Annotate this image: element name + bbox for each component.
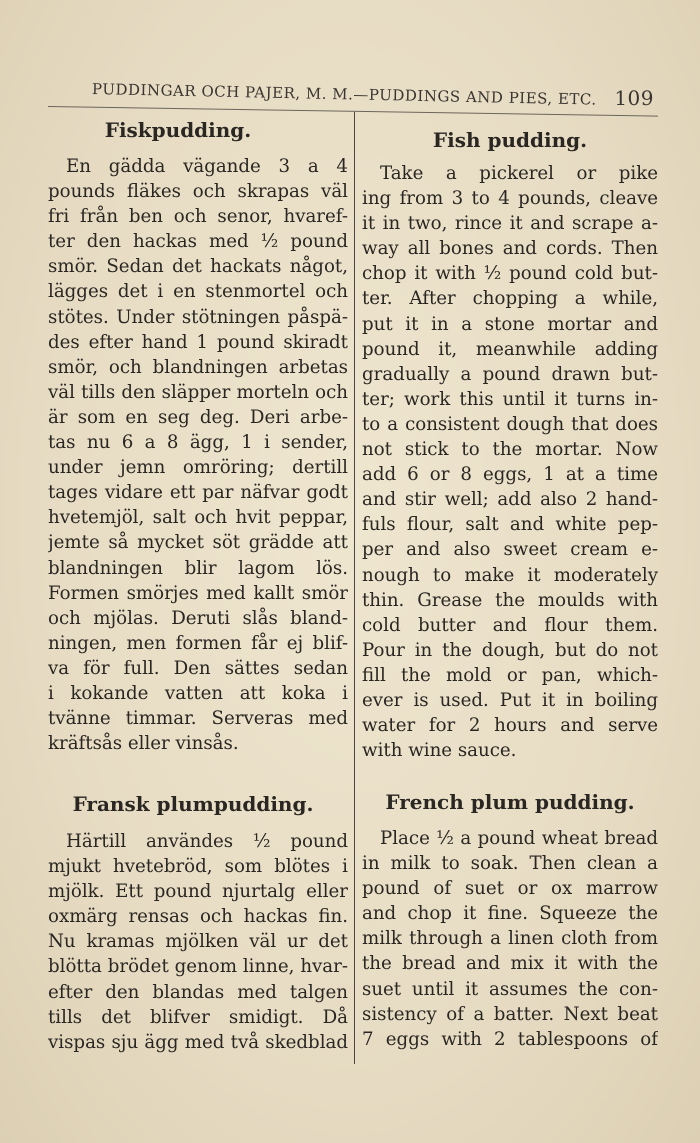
text-line: to a consistent dough that does [362,413,658,435]
text-line: tages vidare ett par näfvar godt [48,482,348,504]
text-line: oxmärg rensas och hackas fin. [48,906,348,928]
text-line: ter; work this until it turns in- [362,388,658,410]
text-line: water for 2 hours and serve [362,715,658,737]
text-line: En gädda vägande 3 a 4 [66,156,348,177]
text-line: thin. Grease the moulds with [362,589,658,611]
text-line: fill the mold or pan, which- [362,664,658,686]
text-line: jemte så mycket söt grädde att [48,532,348,554]
text-line: Härtill användes ½ pound [66,831,348,852]
text-line: add 6 or 8 eggs, 1 at a time [362,464,658,486]
text-line: des efter hand 1 pound skiradt [48,331,348,353]
text-line: not stick to the mortar. Now [362,439,658,461]
text-line: blötta brödet genom linne, hvar- [48,956,348,978]
text-line: cold butter and flour them. [362,614,658,636]
text-line: smör, och blandningen arbetas [48,356,348,378]
text-line: mjukt hvetebröd, som blötes i [48,856,348,878]
text-line: Place ½ a pound wheat bread [380,828,658,849]
text-line: kräftsås eller vinsås. [48,733,239,755]
text-line: put it in a stone mortar and [362,313,658,335]
text-line: Formen smörjes med kallt smör [48,582,348,604]
text-line: pound it, meanwhile adding [362,338,658,360]
text-line: i kokande vatten att koka i [48,682,348,704]
text-line: and chop it fine. Squeeze the [362,903,658,925]
text-line: fuls flour, salt and white pep- [362,514,658,536]
text-line: gradually a pound drawn but- [362,363,658,385]
text-line: under jemn omröring; dertill [48,457,348,479]
text-line: way all bones and cords. Then [362,238,658,260]
text-line: Pour in the dough, but do not [362,639,658,661]
text-line: smör. Sedan det hackats något, [48,256,348,278]
text-line: sistency of a batter. Next beat [362,1003,658,1025]
recipe-title-english: French plum pudding. [385,790,635,814]
text-line: with wine sauce. [362,740,517,762]
text-line: ing from 3 to 4 pounds, cleave [362,188,658,210]
recipe-text-english [362,826,658,1052]
text-line: väl tills den släpper morteln och [48,381,348,403]
text-line: per and also sweet cream e- [362,539,658,561]
text-line: ter. After chopping a while, [362,288,658,310]
running-header-title: PUDDINGAR OCH PAJER, M. M.—PUDDINGS AND PIES, ETC. [91,80,597,109]
text-line: pounds fläkes och skrapas väl [48,181,348,203]
column-divider [354,112,355,1064]
text-line: nough to make it moderately [362,564,658,586]
recipe-text-swedish [48,829,348,1055]
text-line: Nu kramas mjölken väl ur det [48,931,348,953]
text-line: ter den hackas med ½ pound [48,231,348,253]
recipe-title-swedish: Fiskpudding. [104,118,252,142]
text-line: och mjölas. Deruti slås bland- [48,607,348,629]
text-line: fri från ben och senor, hvaref- [48,206,348,228]
recipe-title-english: Fish pudding. [432,128,588,152]
text-line: lägges det i en stenmortel och [48,281,348,303]
running-header [91,76,657,110]
text-line: tas nu 6 a 8 ägg, 1 i sender, [48,432,348,454]
text-line: Take a pickerel or pike [380,163,658,184]
text-line: efter den blandas med talgen [48,981,348,1003]
text-line: stötes. Under stötningen påspä- [48,306,348,328]
text-line: and stir well; add also 2 hand- [362,489,658,511]
text-line: suet until it assumes the con- [362,978,658,1000]
text-line: ever is used. Put it in boiling [362,689,658,711]
text-line: chop it with ½ pound cold but- [362,263,658,285]
text-line: in milk to soak. Then clean a [362,853,658,875]
text-line: vispas sju ägg med två skedblad [48,1031,348,1053]
text-line: tvänne timmar. Serveras med [48,708,348,730]
recipe-text-english [362,161,658,763]
recipe-text-swedish [48,154,348,756]
text-line: 7 eggs with 2 tablespoons of [362,1028,658,1050]
text-line: it in two, rince it and scrape a- [362,213,658,235]
text-line: pound of suet or ox marrow [362,878,658,900]
text-line: milk through a linen cloth from [362,928,658,950]
text-line: the bread and mix it with the [362,953,658,975]
text-line: hvetemjöl, salt och hvit peppar, [48,507,348,529]
text-line: va för full. Den sättes sedan [48,657,348,679]
text-line: är som en seg deg. Deri arbe- [48,406,348,428]
page-number: 109 [614,86,654,110]
text-line: mjölk. Ett pound njurtalg eller [48,881,348,903]
recipe-title-swedish: Fransk plumpudding. [72,792,314,816]
text-line: blandningen blir lagom lös. [48,557,348,579]
text-line: ningen, men formen får ej blif- [48,632,348,654]
text-line: tills det blifver smidigt. Då [48,1006,348,1028]
